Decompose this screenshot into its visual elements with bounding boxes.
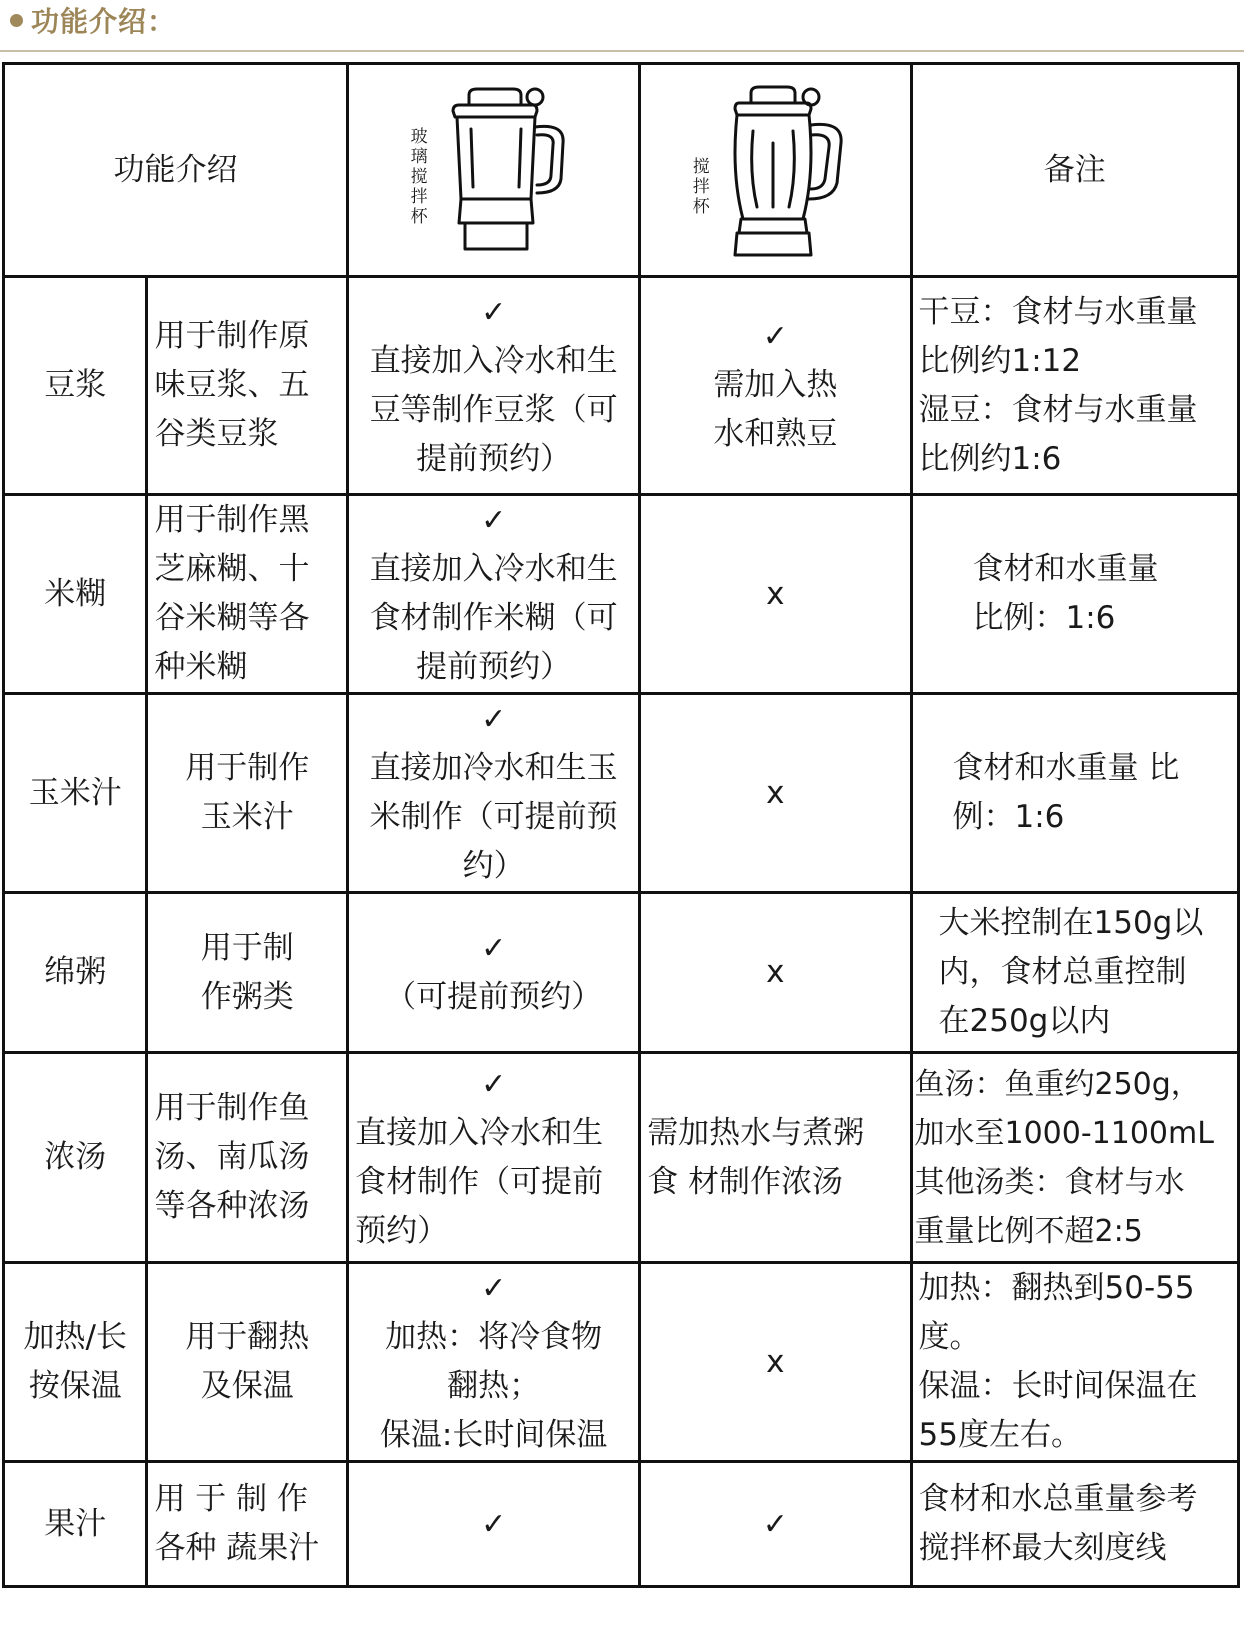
row-name: 玉米汁 (4, 694, 147, 893)
note-cell: 食材和水重量 比 例：1:6 (911, 694, 1239, 893)
check-icon: ✓ (762, 319, 788, 354)
cross-mark: x (766, 1343, 785, 1380)
row-name: 豆浆 (4, 277, 147, 495)
table-header-row (4, 64, 1239, 277)
glass-cup-cell: ✓ 直接加入冷水和生 食材制作米糊（可 提前预约） (348, 495, 640, 694)
row-desc: 用于制 作粥类 (147, 893, 348, 1053)
table-row (4, 495, 1239, 694)
row-name: 加热/长 按保温 (4, 1263, 147, 1462)
glass-cup-cell: ✓ 直接加冷水和生玉 米制作（可提前预 约） (348, 694, 640, 893)
table-row (4, 1263, 1239, 1462)
check-icon: ✓ (762, 1506, 788, 1542)
glass-cup-cell: ✓ 加热：将冷食物 翻热； 保温:长时间保温 (348, 1263, 640, 1462)
table-row (4, 1462, 1239, 1587)
stir-cup-cell: 需加热水与煮粥 食 材制作浓汤 (640, 1053, 911, 1263)
header-note: 备注 (911, 64, 1239, 277)
stir-cup-cell (640, 893, 911, 1053)
blender-cup-icon (723, 83, 853, 259)
check-icon: ✓ (481, 294, 507, 330)
row-name: 米糊 (4, 495, 147, 694)
table-row (4, 893, 1239, 1053)
row-name: 绵粥 (4, 893, 147, 1053)
check-icon: ✓ (481, 702, 507, 737)
function-table (2, 62, 1240, 1588)
row-desc: 用 于 制 作 各种 蔬果汁 (147, 1462, 348, 1587)
bullet-dot-icon (10, 14, 23, 27)
stir-cup-cell (640, 1263, 911, 1462)
section-header (0, 0, 176, 40)
row-name: 果汁 (4, 1462, 147, 1587)
glass-cup-cell: ✓ 直接加入冷水和生 豆等制作豆浆（可 提前预约） (348, 277, 640, 495)
check-icon: ✓ (481, 1271, 507, 1306)
note-cell: 鱼汤：鱼重约250g， 加水至1000-1100mL 其他汤类：食材与水 重量比例不超2:5 (911, 1053, 1239, 1263)
header-divider (0, 50, 1244, 52)
check-icon: ✓ (481, 930, 507, 966)
header-glass-cup (348, 64, 640, 277)
glass-blender-cup-icon (447, 83, 573, 259)
row-desc: 用于制作鱼 汤、南瓜汤 等各种浓汤 (147, 1053, 348, 1263)
stir-cup-cell (640, 495, 911, 694)
row-desc: 用于翻热 及保温 (147, 1263, 348, 1462)
row-desc: 用于制作黑 芝麻糊、十 谷米糊等各 种米糊 (147, 495, 348, 694)
glass-cup-cell: ✓ （可提前预约） (348, 893, 640, 1053)
section-title: 功能介绍： (31, 5, 177, 38)
glass-cup-label: 玻璃搅拌杯 (410, 127, 428, 227)
table-row (4, 694, 1239, 893)
stir-cup-label: 搅拌杯 (692, 157, 710, 217)
stir-cup-cell: ✓ 需加入热 水和熟豆 (640, 277, 911, 495)
glass-cup-cell (348, 1462, 640, 1587)
table-row (4, 277, 1239, 495)
note-cell: 大米控制在150g以 内，食材总重控制 在250g以内 (911, 893, 1239, 1053)
stir-cup-cell (640, 694, 911, 893)
table-row (4, 1053, 1239, 1263)
check-icon: ✓ (481, 503, 507, 538)
check-icon: ✓ (481, 1066, 507, 1102)
note-cell: 食材和水重量 比例：1:6 (911, 495, 1239, 694)
glass-cup-cell: ✓ 直接加入冷水和生 食材制作（可提前 预约） (348, 1053, 640, 1263)
header-stir-cup (640, 64, 911, 277)
note-cell: 干豆：食材与水重量 比例约1:12 湿豆：食材与水重量 比例约1:6 (911, 277, 1239, 495)
row-name: 浓汤 (4, 1053, 147, 1263)
stir-cup-cell (640, 1462, 911, 1587)
cross-mark: x (766, 954, 785, 990)
header-function: 功能介绍 (4, 64, 348, 277)
check-icon: ✓ (481, 1506, 507, 1542)
cross-mark: x (766, 575, 785, 612)
note-cell: 食材和水总重量参考 搅拌杯最大刻度线 (911, 1462, 1239, 1587)
row-desc: 用于制作 玉米汁 (147, 694, 348, 893)
note-cell: 加热：翻热到50-55 度。 保温：长时间保温在 55度左右。 (911, 1263, 1239, 1462)
row-desc: 用于制作原 味豆浆、五 谷类豆浆 (147, 277, 348, 495)
cross-mark: x (766, 774, 785, 811)
